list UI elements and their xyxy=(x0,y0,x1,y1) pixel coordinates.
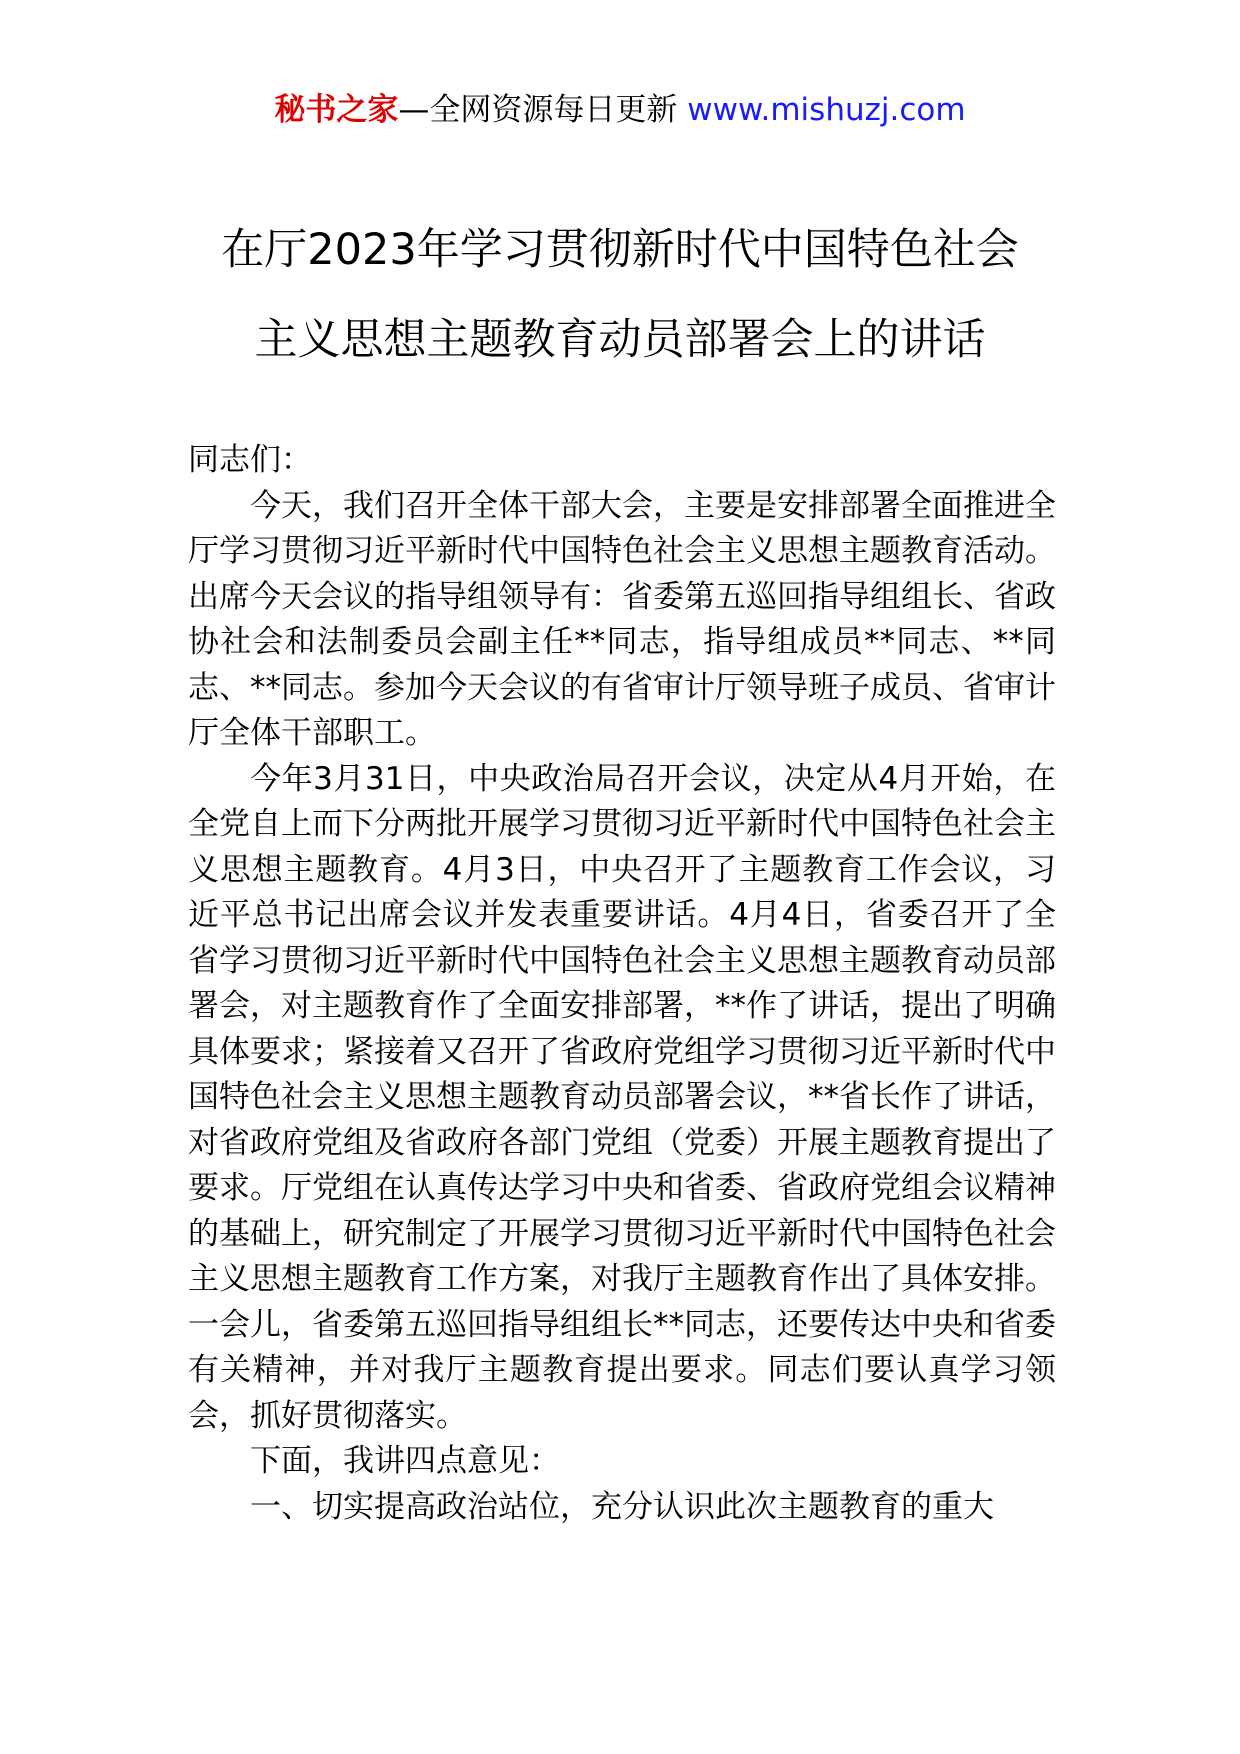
header-tagline: —全网资源每日更新 xyxy=(398,92,678,128)
site-url-link[interactable]: www.mishuzj.com xyxy=(687,92,966,128)
document-body xyxy=(188,438,1056,1530)
title-line-1: 在厅2023年学习贯彻新时代中国特色社会 xyxy=(221,225,1019,275)
site-header xyxy=(0,90,1240,130)
paragraph: 下面，我讲四点意见： xyxy=(250,1443,560,1479)
salutation: 同志们： xyxy=(188,442,312,478)
title-line-2: 主义思想主题教育动员部署会上的讲话 xyxy=(254,315,986,365)
brand-name: 秘书之家 xyxy=(274,92,399,128)
section-heading: 一、切实提高政治站位，充分认识此次主题教育的重大 xyxy=(250,1488,994,1525)
document-title xyxy=(0,205,1240,385)
paragraph: 今天，我们召开全体干部大会，主要是安排部署全面推进全厅学习贯彻习近平新时代中国特色社会主义思想主题教育活动。出席今天会议的指导组领导有：省委第五巡回指导组组长、省政协社会和法制委员会副主任**同志，指导组成员**同志、**同志、**同志。参加今天会议的有省审计厅领导班子成员、省审计厅全体干部职工。 xyxy=(188,487,1056,751)
paragraph: 今年3月31日，中央政治局召开会议，决定从4月开始，在全党自上而下分两批开展学习贯彻习近平新时代中国特色社会主义思想主题教育。4月3日，中央召开了主题教育工作会议，习近平总书记出席会议并发表重要讲话。4月4日，省委召开了全省学习贯彻习近平新时代中国特色社会主义思想主题教育动员部署会，对主题教育作了全面安排部署，**作了讲话，提出了明确具体要求；紧接着又召开了省政府党组学习贯彻习近平新时代中国特色社会主义思想主题教育动员部署会议，**省长作了讲话，对省政府党组及省政府各部门党组（党委）开展主题教育提出了要求。厅党组在认真传达学习中央和省委、省政府党组会议精神的基础上，研究制定了开展学习贯彻习近平新时代中国特色社会主义思想主题教育工作方案，对我厅主题教育作出了具体安排。一会儿，省委第五巡回指导组组长**同志，还要传达中央和省委有关精神，并对我厅主题教育提出要求。同志们要认真学习领会，抓好贯彻落实。 xyxy=(188,760,1056,1434)
